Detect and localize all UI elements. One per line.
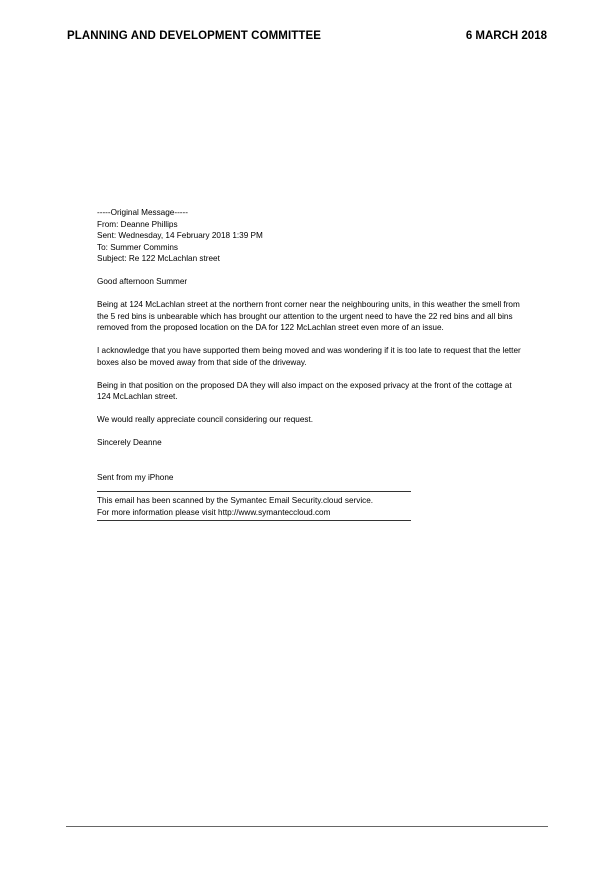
email-from: From: Deanne Phillips [97, 219, 178, 229]
email-signoff: Sincerely Deanne [97, 438, 162, 447]
email-paragraph: Being in that position on the proposed DA they will also impact on the exposed privacy at the front of the cottage at 124 McLachlan street. [97, 380, 512, 401]
sent-from-device: Sent from my iPhone [97, 472, 174, 482]
disclaimer-link-line: For more information please visit http://www.symanteccloud.com [97, 507, 331, 517]
scan-disclaimer [97, 492, 527, 520]
email-header [97, 207, 527, 265]
email-body [97, 207, 527, 521]
disclaimer-bottom-divider [97, 520, 411, 521]
original-message-line: -----Original Message----- [97, 208, 188, 217]
email-sent: Sent: Wednesday, 14 February 2018 1:39 PM [97, 231, 263, 240]
email-paragraph: I acknowledge that you have supported them being moved and was wondering if it is too late to request that the letter boxes also be moved away from that side of the driveway. [97, 346, 521, 367]
email-greeting: Good afternoon Summer [97, 277, 188, 286]
page-footer-divider [66, 826, 548, 827]
email-paragraph: We would really appreciate council considering our request. [97, 415, 314, 424]
committee-title: PLANNING AND DEVELOPMENT COMMITTEE [67, 30, 322, 42]
email-subject: Subject: Re 122 McLachlan street [97, 254, 220, 263]
meeting-date: 6 MARCH 2018 [465, 30, 547, 42]
email-paragraph: Being at 124 McLachlan street at the northern front corner near the neighbouring units, in this weather the smell from the 5 red bins is unbearable which has brought our attention to the urgent need to have the 22 red bins and all bins removed from the proposed location on the DA for 122 McLachlan street even more of an issue. [97, 300, 520, 332]
disclaimer-line: This email has been scanned by the Symantec Email Security.cloud service. [97, 496, 374, 505]
email-to: To: Summer Commins [97, 242, 178, 252]
